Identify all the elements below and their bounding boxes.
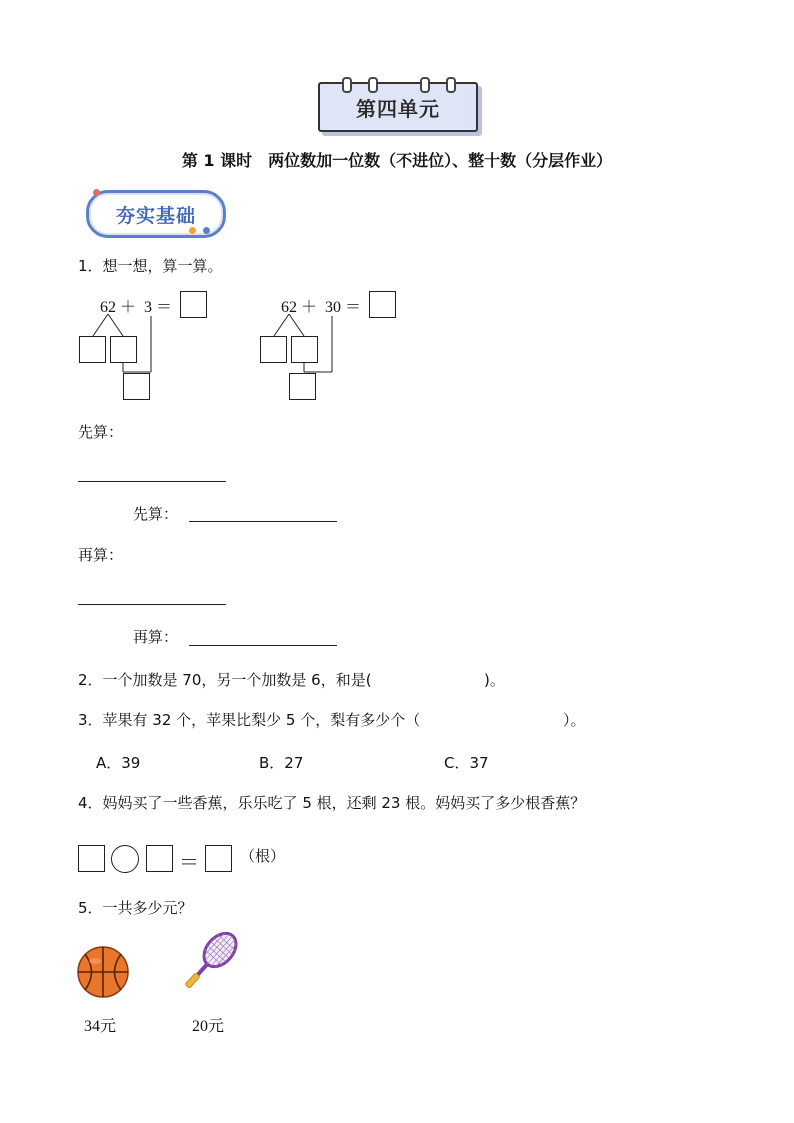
option-c[interactable]: C．37 xyxy=(444,754,489,772)
basketball-icon xyxy=(76,945,130,999)
then-step-label-indented: 再算： xyxy=(133,628,179,646)
answer-line[interactable] xyxy=(78,604,226,605)
q4-unit: （根） xyxy=(240,847,286,865)
racket-price: 20元 xyxy=(192,1018,225,1035)
answer-line[interactable] xyxy=(189,645,337,646)
binder-ring-icon xyxy=(368,77,378,93)
split-lines xyxy=(75,312,165,378)
q4-text: 4．妈妈买了一些香蕉，乐乐吃了 5 根，还剩 23 根。妈妈买了多少根香蕉？ xyxy=(78,794,586,812)
q2-close: )。 xyxy=(484,671,505,689)
option-a[interactable]: A．39 xyxy=(96,754,141,772)
then-step-label: 再算： xyxy=(78,546,124,564)
equation-box[interactable] xyxy=(78,845,105,872)
binder-ring-icon xyxy=(446,77,456,93)
tennis-racket-icon xyxy=(176,928,244,1002)
split-lines xyxy=(256,312,346,378)
q2-text: 2．一个加数是 70，另一个加数是 6，和是( xyxy=(78,671,372,689)
equals-sign: ＝ xyxy=(179,852,199,874)
unit-label: 第四单元 xyxy=(356,96,440,121)
basketball-price: 34元 xyxy=(84,1018,117,1035)
option-b[interactable]: B．27 xyxy=(259,754,304,772)
answer-line[interactable] xyxy=(189,521,337,522)
first-step-label: 先算： xyxy=(78,423,124,441)
operator-circle[interactable] xyxy=(111,845,139,873)
q3-text: 3．苹果有 32 个，苹果比梨少 5 个，梨有多少个（ xyxy=(78,711,421,729)
decor-dot-icon xyxy=(203,227,210,234)
answer-box[interactable] xyxy=(180,291,207,318)
unit-banner xyxy=(318,82,478,132)
q1-left-expression: 62 ＋ 3 ＝ xyxy=(100,299,173,316)
section-label: 夯实基础 xyxy=(115,204,196,227)
binder-ring-icon xyxy=(342,77,352,93)
q3-close: ）。 xyxy=(563,711,586,729)
first-step-label-indented: 先算： xyxy=(133,505,179,523)
equation-box[interactable] xyxy=(146,845,173,872)
q1-right-expression: 62 ＋ 30 ＝ xyxy=(281,299,362,316)
binder-ring-icon xyxy=(420,77,430,93)
answer-box[interactable] xyxy=(369,291,396,318)
section-badge xyxy=(86,190,226,238)
lesson-title: 第 1 课时 两位数加一位数（不进位）、整十数（分层作业） xyxy=(181,151,613,170)
decor-dot-icon xyxy=(189,227,196,234)
q5-text: 5．一共多少元？ xyxy=(78,899,193,917)
answer-line[interactable] xyxy=(78,481,226,482)
equation-box[interactable] xyxy=(205,845,232,872)
decor-dot-icon xyxy=(93,189,100,196)
q1-prompt: 1．想一想，算一算。 xyxy=(78,257,223,275)
